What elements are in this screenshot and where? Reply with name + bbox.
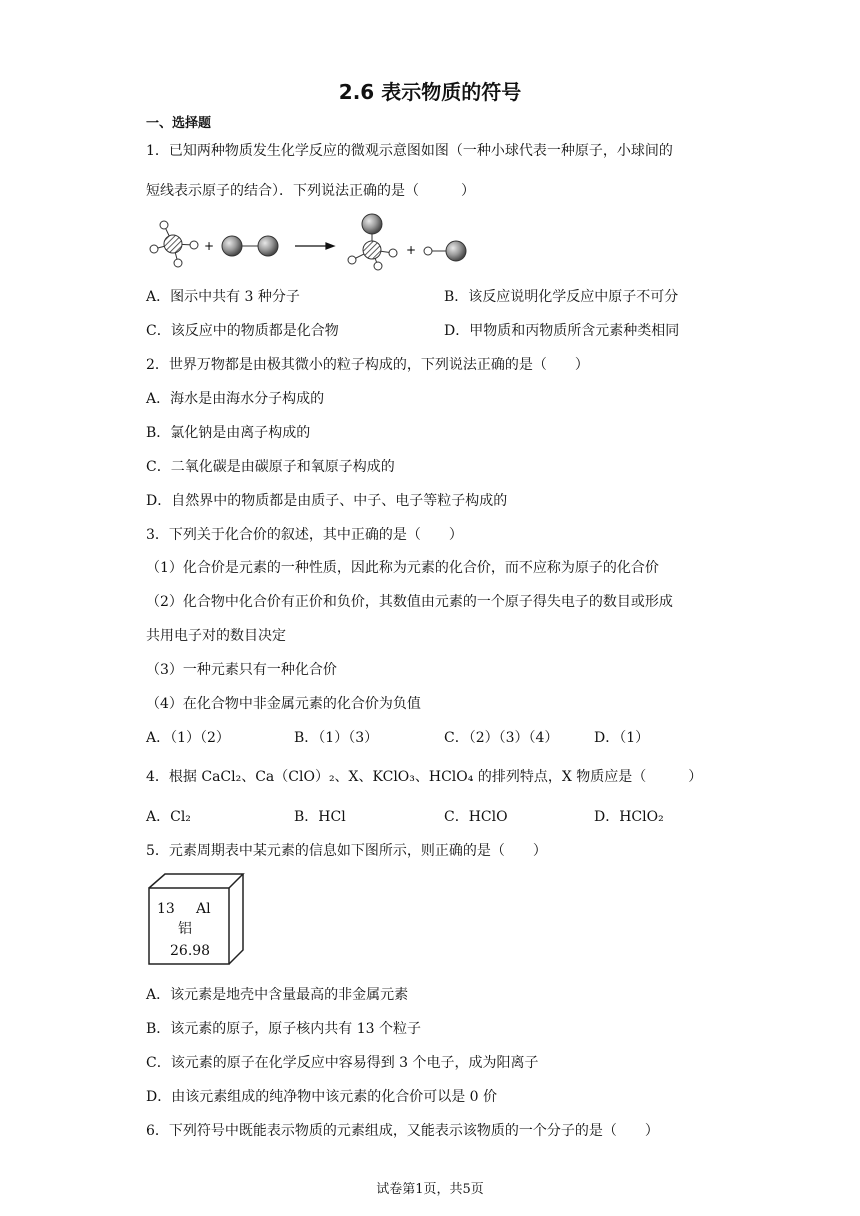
q2-option-d: D．自然界中的物质都是由质子、中子、电子等粒子构成的 <box>146 493 508 509</box>
q4-option-a: A．Cl₂ <box>146 809 191 825</box>
reactant-molecule-a <box>150 221 198 267</box>
q5-option-b: B．该元素的原子，原子核内共有 13 个粒子 <box>146 1021 422 1037</box>
q3-statement-3: （3）一种元素只有一种化合价 <box>146 662 337 678</box>
page-title: 2.6 表示物质的符号 <box>338 80 522 104</box>
q1-option-a: A．图示中共有 3 种分子 <box>146 289 300 305</box>
q1-stem-line1: 1．已知两种物质发生化学反应的微观示意图如图（一种小球代表一种原子，小球间的 <box>146 143 673 159</box>
q2-option-b: B．氯化钠是由离子构成的 <box>146 425 311 441</box>
q3-option-a: A．（1）（2） <box>146 730 230 746</box>
section-heading: 一、选择题 <box>146 116 212 131</box>
q5-option-a: A．该元素是地壳中含量最高的非金属元素 <box>146 987 409 1003</box>
element-symbol: Al <box>196 901 211 917</box>
periodic-table-cell <box>146 872 246 968</box>
q5-stem: 5．元素周期表中某元素的信息如下图所示，则正确的是（ ） <box>146 843 547 859</box>
q3-stem: 3．下列关于化合价的叙述，其中正确的是（ ） <box>146 527 463 543</box>
product-molecule-a <box>348 214 397 270</box>
q3-option-b: B．（1）（3） <box>294 730 379 746</box>
atomic-mass: 26.98 <box>170 943 211 959</box>
q1-stem-line2: 短线表示原子的结合）．下列说法正确的是（ ） <box>146 183 475 199</box>
q1-option-d: D．甲物质和丙物质所含元素种类相同 <box>444 323 680 339</box>
page-footer: 试卷第1页，共5页 <box>376 1182 484 1197</box>
q3-statement-1: （1）化合价是元素的一种性质，因此称为元素的化合价，而不应称为原子的化合价 <box>146 560 659 576</box>
q1-option-c: C．该反应中的物质都是化合物 <box>146 323 339 339</box>
q4-option-b: B．HCl <box>294 809 346 825</box>
q3-statement-2a: （2）化合物中化合价有正价和负价，其数值由元素的一个原子得失电子的数目或形成 <box>146 594 673 610</box>
product-molecule-b <box>424 241 466 261</box>
q3-statement-4: （4）在化合物中非金属元素的化合价为负值 <box>146 696 421 712</box>
q2-option-a: A．海水是由海水分子构成的 <box>146 391 325 407</box>
q4-option-d: D．HClO₂ <box>594 809 664 825</box>
plus-sign: + <box>406 243 417 257</box>
element-name: 铝 <box>178 921 192 937</box>
reaction-diagram <box>140 208 480 272</box>
q2-option-c: C．二氧化碳是由碳原子和氧原子构成的 <box>146 459 395 475</box>
q3-option-c: C．（2）（3）（4） <box>444 730 559 746</box>
q3-statement-2b: 共用电子对的数目决定 <box>146 628 286 644</box>
q5-option-d: D．由该元素组成的纯净物中该元素的化合价可以是 0 价 <box>146 1089 498 1105</box>
reactant-molecule-b <box>222 236 278 256</box>
q5-option-c: C．该元素的原子在化学反应中容易得到 3 个电子，成为阳离子 <box>146 1055 539 1071</box>
q2-stem: 2．世界万物都是由极其微小的粒子构成的，下列说法正确的是（ ） <box>146 357 589 373</box>
reaction-arrow <box>295 243 334 249</box>
q4-option-c: C．HClO <box>444 809 508 825</box>
q3-option-d: D．（1） <box>594 730 650 746</box>
q6-stem: 6．下列符号中既能表示物质的元素组成，又能表示该物质的一个分子的是（ ） <box>146 1123 659 1139</box>
q1-option-b: B．该反应说明化学反应中原子不可分 <box>444 289 679 305</box>
atomic-number: 13 <box>157 901 175 917</box>
plus-sign: + <box>204 239 215 253</box>
q4-stem: 4．根据 CaCl₂、Ca（ClO）₂、X、KClO₃、HClO₄ 的排列特点，X 物质应是（ ） <box>146 769 703 785</box>
